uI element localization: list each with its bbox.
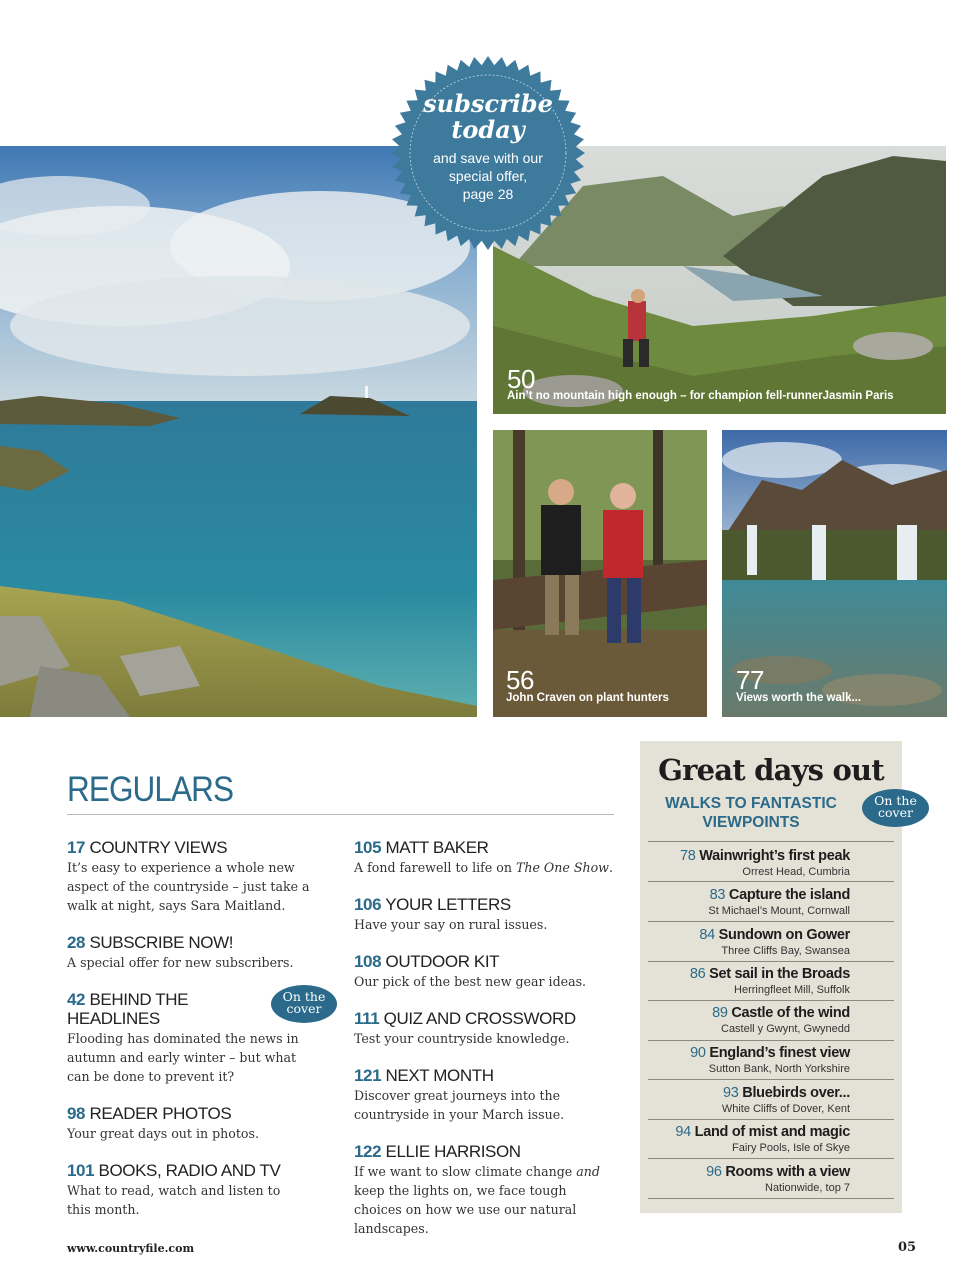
regular-item-page: 28 xyxy=(67,933,86,952)
regular-item-page: 122 xyxy=(354,1142,382,1161)
desc-italic: The One Show xyxy=(515,860,609,875)
badge-title-1: subscribe xyxy=(423,89,553,118)
great-days-item-page: 78 xyxy=(679,848,696,864)
great-days-item-name: Set sail in the Broads xyxy=(709,966,850,982)
regular-item-desc: Test your countryside knowledge. xyxy=(354,1031,570,1046)
great-days-item-place: St Michael’s Mount, Cornwall xyxy=(708,905,850,917)
great-days-item-page: 83 xyxy=(709,887,726,903)
footer-url[interactable]: www.countryfile.com xyxy=(67,1242,195,1255)
regular-item-title: BEHIND THE HEADLINES xyxy=(67,990,189,1028)
regular-item-heading xyxy=(67,1161,332,1180)
regular-item-desc: Your great days out in photos. xyxy=(67,1126,259,1141)
regular-item-desc xyxy=(354,858,619,877)
regular-item-country-views[interactable] xyxy=(67,838,332,915)
regular-item-heading xyxy=(67,838,332,857)
on-cover-line-1: On the xyxy=(282,989,326,1004)
desc-text: If we want to slow climate change xyxy=(354,1164,577,1179)
regular-item-desc xyxy=(354,1162,616,1238)
badge-line-1: and save with our xyxy=(433,150,543,166)
regular-item-title: READER PHOTOS xyxy=(89,1104,232,1123)
great-days-item-page: 90 xyxy=(690,1045,706,1061)
great-days-item-place: Nationwide, top 7 xyxy=(765,1182,850,1194)
regular-item-matt-baker[interactable] xyxy=(354,838,619,877)
great-days-item-page: 86 xyxy=(689,966,706,982)
regular-item-reader-photos[interactable] xyxy=(67,1104,332,1143)
great-days-divider xyxy=(648,1079,894,1080)
regulars-heading: REGULARS xyxy=(67,770,234,809)
regular-item-title: NEXT MONTH xyxy=(385,1066,494,1085)
regular-item-desc: Discover great journeys into the countryside in your March issue. xyxy=(354,1088,565,1122)
regular-item-page: 98 xyxy=(67,1104,86,1123)
great-days-item[interactable] xyxy=(640,1164,850,1195)
page-number: 05 xyxy=(898,1240,917,1255)
great-days-item-name: Castle of the wind xyxy=(731,1005,850,1021)
regular-item-ellie-harrison[interactable] xyxy=(354,1142,616,1238)
regular-item-your-letters[interactable] xyxy=(354,895,619,934)
regular-item-quiz-crossword[interactable] xyxy=(354,1009,619,1048)
regular-item-desc: Flooding has dominated the news in autumn and early winter – but what can be done to prevent it? xyxy=(67,1031,299,1084)
great-days-divider xyxy=(648,961,894,962)
on-cover-line-2: cover xyxy=(878,805,913,820)
great-days-item-title xyxy=(640,927,850,944)
great-days-item-name: England’s finest view xyxy=(709,1045,850,1061)
falls-photo xyxy=(722,430,947,717)
regular-item-page: 101 xyxy=(67,1161,95,1180)
regular-item-desc: A special offer for new subscribers. xyxy=(67,955,294,970)
great-days-divider xyxy=(648,1198,894,1199)
great-days-item-page: 93 xyxy=(723,1085,739,1101)
regular-item-page: 111 xyxy=(354,1009,380,1028)
great-days-item-name: Land of mist and magic xyxy=(694,1124,850,1140)
great-days-item-title xyxy=(640,1124,850,1141)
desc-text: . xyxy=(608,860,613,875)
regular-item-title: BOOKS, RADIO AND TV xyxy=(98,1161,281,1180)
falls-page-number: 77 xyxy=(736,665,764,695)
regulars-divider xyxy=(67,814,614,815)
regular-item-page: 121 xyxy=(354,1066,382,1085)
regular-item-page: 108 xyxy=(354,952,382,971)
great-days-item[interactable] xyxy=(640,1124,850,1155)
regular-item-title: MATT BAKER xyxy=(385,838,489,857)
regular-item-title: OUTDOOR KIT xyxy=(385,952,500,971)
regular-item-title: QUIZ AND CROSSWORD xyxy=(383,1009,576,1028)
great-days-divider xyxy=(648,1158,894,1159)
great-days-out-subtitle: WALKS TO FANTASTIC VIEWPOINTS xyxy=(665,795,837,831)
great-days-item[interactable] xyxy=(640,966,850,997)
great-days-item-title xyxy=(640,1085,850,1102)
great-days-item-page: 89 xyxy=(712,1005,728,1021)
badge-title-2: today xyxy=(451,115,525,144)
great-days-item-place: Castell y Gwynt, Gwynedd xyxy=(721,1023,850,1035)
regular-item-page: 17 xyxy=(67,838,86,857)
great-days-item-place: White Cliffs of Dover, Kent xyxy=(721,1103,850,1115)
great-days-item[interactable] xyxy=(640,927,850,958)
regular-item-outdoor-kit[interactable] xyxy=(354,952,619,991)
great-days-item-place: Sutton Bank, North Yorkshire xyxy=(708,1063,850,1075)
regular-item-title: YOUR LETTERS xyxy=(385,895,511,914)
great-days-item-page: 96 xyxy=(706,1164,722,1180)
craven-page-number: 56 xyxy=(506,665,534,695)
on-cover-line-1: On the xyxy=(874,793,917,808)
great-days-item[interactable] xyxy=(640,1085,850,1116)
great-days-divider xyxy=(648,1000,894,1001)
regular-item-desc: Our pick of the best new gear ideas. xyxy=(354,974,587,989)
badge-line-2: special offer, xyxy=(448,168,528,184)
great-days-item-name: Wainwright’s first peak xyxy=(699,848,850,864)
regular-item-page: 42 xyxy=(67,990,86,1009)
badge-line-3: page 28 xyxy=(462,186,514,202)
great-days-item-title xyxy=(640,848,850,865)
great-days-out-panel xyxy=(640,741,917,1213)
regular-item-title: ELLIE HARRISON xyxy=(385,1142,521,1161)
great-days-item-title xyxy=(640,966,850,983)
great-days-divider xyxy=(648,841,894,842)
great-days-item-name: Sundown on Gower xyxy=(718,927,850,943)
great-days-item-title xyxy=(640,1045,850,1062)
regular-item-heading xyxy=(67,1104,332,1123)
regular-item-heading xyxy=(354,1009,619,1028)
regular-item-desc: It’s easy to experience a whole new aspect of the countryside – just take a walk at night, says Sara Maitland. xyxy=(67,860,310,913)
desc-italic: and xyxy=(576,1164,600,1179)
regular-item-next-month[interactable] xyxy=(354,1066,579,1124)
regular-item-heading xyxy=(354,952,619,971)
on-cover-badge-great-days xyxy=(862,789,929,827)
great-days-item-page: 84 xyxy=(699,927,715,943)
great-days-divider xyxy=(648,881,894,882)
regular-item-desc: Have your say on rural issues. xyxy=(354,917,548,932)
great-days-item-title xyxy=(640,887,850,904)
great-days-item-name: Capture the island xyxy=(728,887,850,903)
desc-text: keep the lights on, we face tough choices on how we use our natural landscapes. xyxy=(354,1183,577,1236)
great-days-item[interactable] xyxy=(640,1045,850,1076)
great-days-item-title xyxy=(640,1005,850,1022)
on-cover-line-2: cover xyxy=(286,1001,322,1016)
great-days-item-place: Herringfleet Mill, Suffolk xyxy=(734,984,850,996)
great-days-divider xyxy=(648,921,894,922)
regular-item-behind-headlines[interactable] xyxy=(67,990,302,1086)
great-days-divider xyxy=(648,1040,894,1041)
regular-item-title: COUNTRY VIEWS xyxy=(89,838,228,857)
craven-caption: John Craven on plant hunters xyxy=(506,692,669,704)
great-days-item-place: Orrest Head, Cumbria xyxy=(742,866,850,878)
great-days-item-title xyxy=(640,1164,850,1181)
regular-item-books-radio-tv[interactable] xyxy=(67,1161,282,1219)
great-days-item-name: Bluebirds over... xyxy=(742,1085,850,1101)
regular-item-heading xyxy=(67,933,332,952)
regular-item-heading xyxy=(354,895,619,914)
great-days-item[interactable] xyxy=(640,848,850,879)
great-days-item[interactable] xyxy=(640,1005,850,1036)
regular-item-title: SUBSCRIBE NOW! xyxy=(89,933,234,952)
regular-item-page: 105 xyxy=(354,838,382,857)
regular-item-heading xyxy=(354,1142,616,1161)
great-days-out-title: Great days out xyxy=(658,753,884,787)
great-days-item-name: Rooms with a view xyxy=(725,1164,850,1180)
falls-caption: Views worth the walk... xyxy=(736,692,862,704)
desc-text: A fond farewell to life on xyxy=(354,860,516,875)
great-days-item-place: Three Cliffs Bay, Swansea xyxy=(721,945,850,957)
regular-item-heading xyxy=(354,838,619,857)
regular-item-page: 106 xyxy=(354,895,382,914)
regular-item-heading xyxy=(67,990,217,1028)
great-days-item-place: Fairy Pools, Isle of Skye xyxy=(732,1142,850,1154)
regular-item-subscribe[interactable] xyxy=(67,933,332,972)
great-days-item[interactable] xyxy=(640,887,850,918)
on-cover-badge-regulars xyxy=(271,985,337,1023)
subscribe-badge[interactable] xyxy=(390,55,586,251)
regular-item-heading xyxy=(354,1066,579,1085)
mountain-page-number: 50 xyxy=(507,364,535,394)
great-days-divider xyxy=(648,1119,894,1120)
great-days-item-page: 94 xyxy=(675,1124,691,1140)
mountain-caption: Ain’t no mountain high enough – for champion fell-runnerJasmin Paris xyxy=(507,390,894,402)
regular-item-desc: What to read, watch and listen to this month. xyxy=(67,1183,281,1217)
craven-photo xyxy=(493,430,707,717)
